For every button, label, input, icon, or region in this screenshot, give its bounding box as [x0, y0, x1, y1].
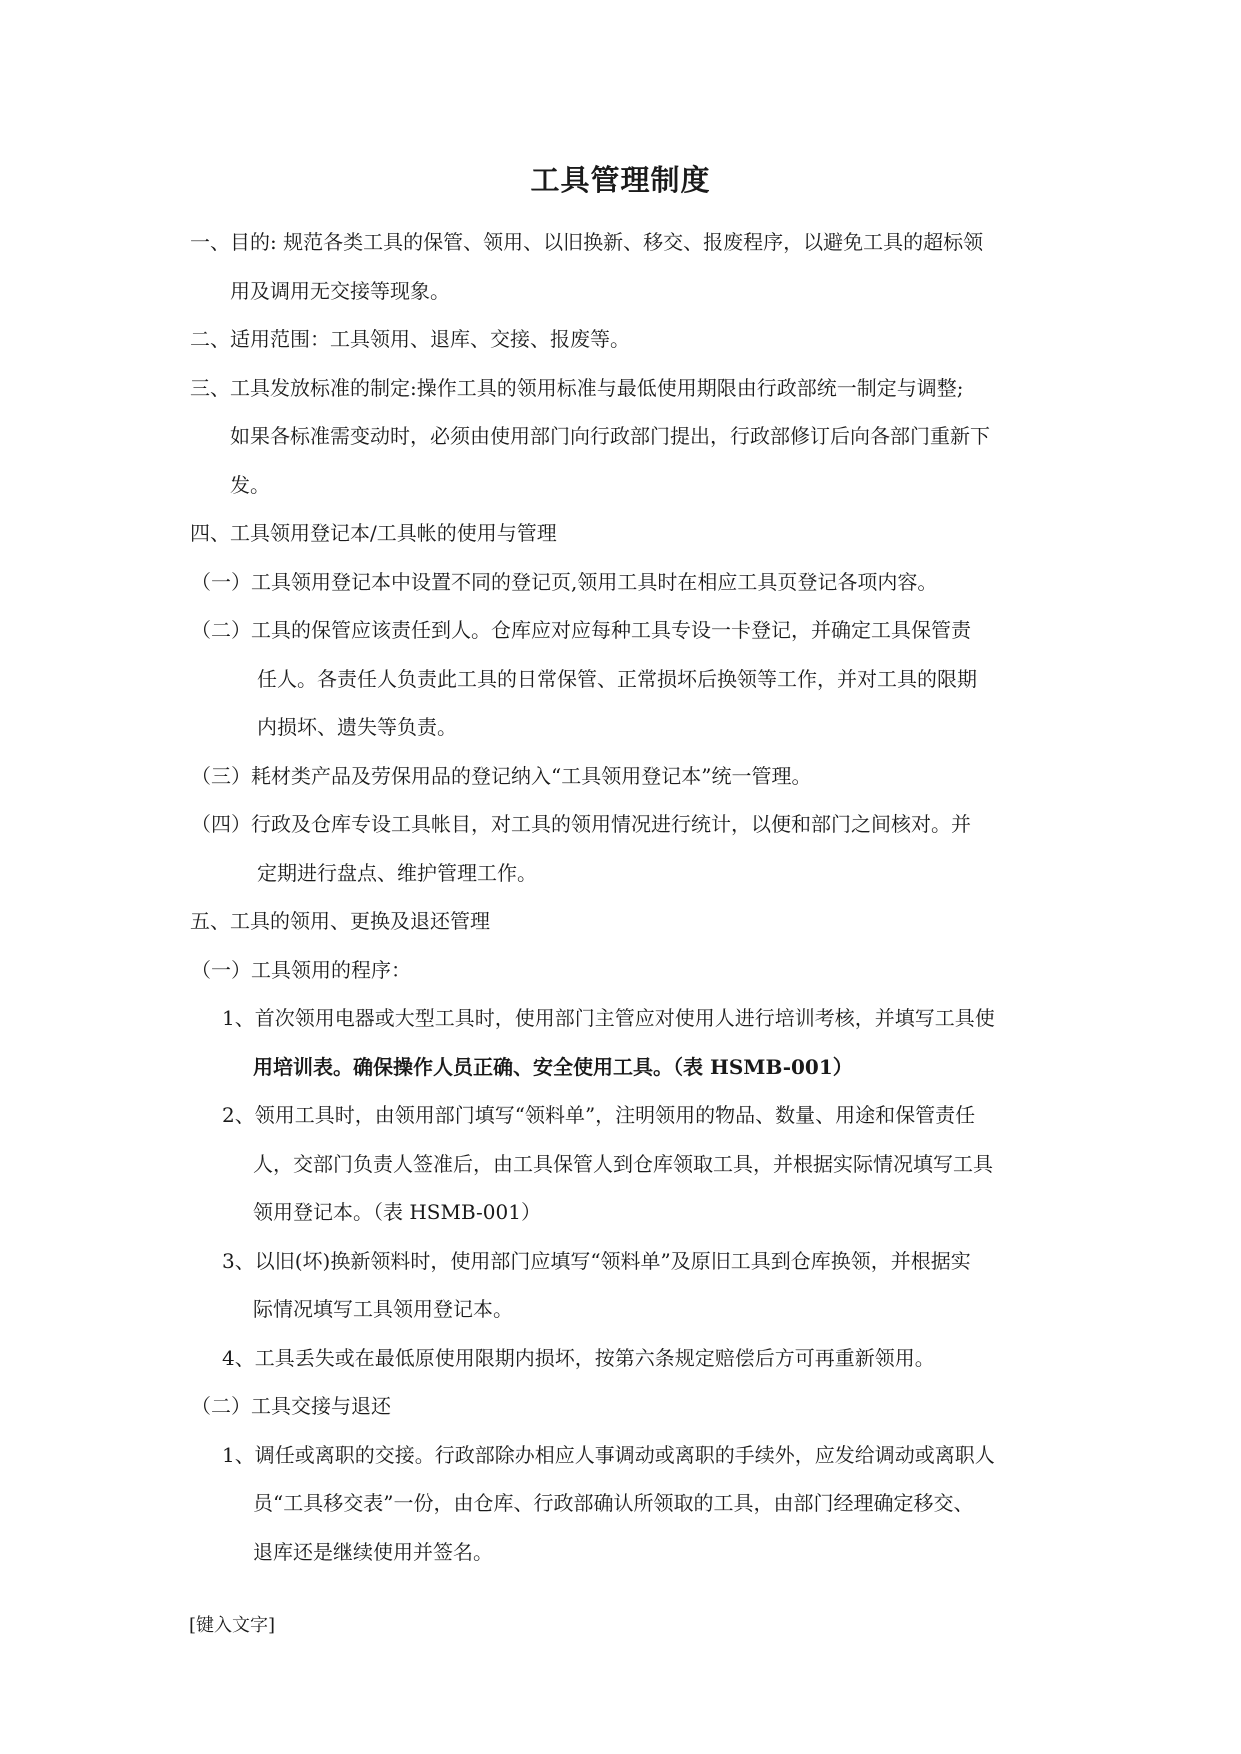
- paragraph-line: （二）工具的保管应该责任到人。仓库应对应每种工具专设一卡登记，并确定工具保管责: [191, 618, 971, 642]
- subsection-heading: （一）工具领用的程序：: [191, 957, 411, 982]
- paragraph-line: 用及调用无交接等现象。: [230, 278, 450, 303]
- paragraph-line: 二、适用范围：工具领用、退库、交接、报废等。: [190, 327, 630, 351]
- subsection-heading: （二）工具交接与退还: [191, 1394, 391, 1418]
- paragraph-line: （三）耗材类产品及劳保用品的登记纳入“工具领用登记本”统一管理。: [191, 763, 812, 788]
- list-item: 2、领用工具时，由领用部门填写“领料单”，注明领用的物品、数量、用途和保管责任: [222, 1103, 976, 1127]
- footer-placeholder: [键入文字]: [189, 1615, 276, 1636]
- paragraph-line: 发。: [230, 472, 270, 497]
- paragraph-line: 一、目的: 规范各类工具的保管、领用、以旧换新、移交、报废程序，以避免工具的超标领: [190, 230, 984, 254]
- list-item-continuation: 领用登记本。（表 HSMB-001）: [253, 1200, 541, 1224]
- section-heading: 五、工具的领用、更换及退还管理: [190, 909, 490, 933]
- list-item: 4、工具丢失或在最低原使用限期内损坏，按第六条规定赔偿后方可再重新领用。: [222, 1345, 935, 1370]
- paragraph-line: （四）行政及仓库专设工具帐目，对工具的领用情况进行统计，以便和部门之间核对。并: [191, 812, 971, 836]
- paragraph-line: 内损坏、遗失等负责。: [257, 715, 457, 739]
- list-item-continuation: 际情况填写工具领用登记本。: [253, 1297, 513, 1321]
- list-item: 1、调任或离职的交接。行政部除办相应人事调动或离职的手续外，应发给调动或离职人: [222, 1442, 995, 1467]
- paragraph-line: 定期进行盘点、维护管理工作。: [257, 860, 537, 885]
- paragraph-line: 任人。各责任人负责此工具的日常保管、正常损坏后换领等工作，并对工具的限期: [257, 666, 977, 691]
- paragraph-line: 三、工具发放标准的制定:操作工具的领用标准与最低使用期限由行政部统一制定与调整;: [190, 375, 964, 400]
- document-body: [0, 218, 1241, 1576]
- paragraph-line: 如果各标准需变动时，必须由使用部门向行政部门提出，行政部修订后向各部门重新下: [230, 424, 990, 448]
- list-item-continuation: 员“工具移交表”一份，由仓库、行政部确认所领取的工具，由部门经理确定移交、: [253, 1491, 974, 1515]
- paragraph-line: （一）工具领用登记本中设置不同的登记页,领用工具时在相应工具页登记各项内容。: [191, 569, 938, 594]
- list-item: 3、以旧(坏)换新领料时，使用部门应填写“领料单”及原旧工具到仓库换领，并根据实: [222, 1248, 971, 1273]
- section-heading: 四、工具领用登记本/工具帐的使用与管理: [190, 521, 557, 545]
- list-item-continuation: 退库还是继续使用并签名。: [253, 1539, 493, 1564]
- document-title: 工具管理制度: [530, 163, 711, 197]
- list-item-continuation: 人，交部门负责人签准后，由工具保管人到仓库领取工具，并根据实际情况填写工具: [253, 1151, 993, 1176]
- list-item: 1、首次领用电器或大型工具时，使用部门主管应对使用人进行培训考核，并填写工具使: [222, 1006, 995, 1030]
- list-item-continuation: 用培训表。确保操作人员正确、安全使用工具。（表 HSMB-001）: [253, 1054, 853, 1079]
